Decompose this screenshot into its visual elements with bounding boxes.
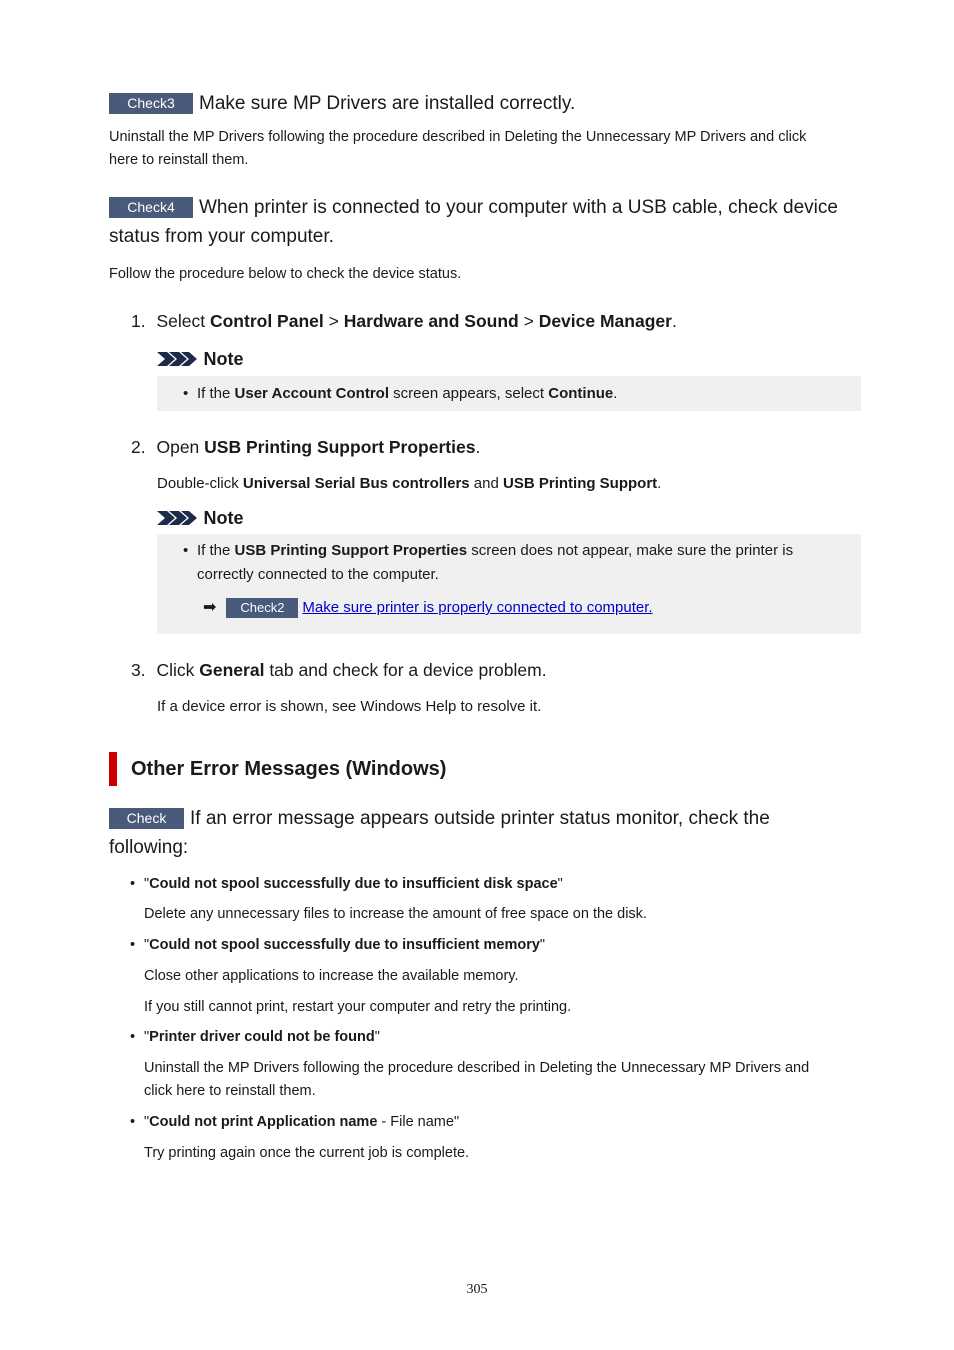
check3-body-line1: Uninstall the MP Drivers following the procedure described in Deleting the Unnecessary MP Drivers and click (109, 129, 807, 145)
separator: > (518, 311, 539, 331)
note-text: If the (197, 385, 235, 402)
device-manager-label: Device Manager (538, 311, 672, 331)
note-title: Note (203, 349, 244, 369)
error-title-suffix: - File name (377, 1114, 454, 1130)
check4-heading-line1: When printer is connected to your computer with a USB cable, check device (199, 197, 838, 218)
error-line: Close other applications to increase the available memory. (144, 968, 519, 984)
section-accent-bar (109, 752, 117, 786)
note-2-text (183, 539, 853, 587)
error-title: Printer driver could not be found (149, 1029, 375, 1045)
step-text: Open (156, 437, 205, 457)
error-item-2: • "Could not spool successfully due to insufficient memory" Close other applications to increase the available memory. If you still cannot print, restart your computer and retry the printing. (130, 934, 860, 1018)
check2-badge: Check2 (226, 598, 298, 618)
note-title: Note (203, 508, 244, 528)
check2-link[interactable]: Make sure printer is properly connected to computer. (302, 599, 653, 616)
control-panel-label: Control Panel (209, 311, 324, 331)
error-item-4: • "Could not print Application name - File name" Try printing again once the current job is complete. (130, 1111, 860, 1164)
bullet-icon: • (130, 1114, 136, 1130)
note-arrows-icon (157, 348, 197, 370)
check-badge: Check (109, 808, 184, 829)
step-1 (131, 309, 861, 333)
step-text: Select (156, 311, 210, 331)
usb-props-label: USB Printing Support Properties (234, 542, 468, 559)
general-tab-label: General (199, 660, 265, 680)
note-text: screen appears, select (388, 385, 549, 402)
check3-badge: Check3 (109, 93, 193, 114)
check3-heading (109, 89, 869, 118)
step-text: . (671, 311, 677, 331)
note-text: If the (197, 542, 235, 559)
note-1-header (157, 347, 243, 371)
note-1-text (183, 382, 617, 405)
error-item-3: • "Printer driver could not be found" Uninstall the MP Drivers following the procedure described in Deleting the Unnecessary MP Drivers and click here to reinstall them. (130, 1026, 860, 1103)
error-title: Could not spool successfully due to insufficient disk space (149, 876, 558, 892)
check4-heading (109, 193, 869, 251)
error-title: Could not spool successfully due to insufficient memory (149, 937, 540, 953)
sub-text: and (469, 475, 504, 492)
right-arrow-icon: ➡ (203, 599, 217, 616)
note-1-box (157, 376, 861, 411)
check3-block (109, 89, 869, 172)
section-heading-line1: If an error message appears outside printer status monitor, check the (190, 808, 770, 829)
error-line: Try printing again once the current job is complete. (144, 1145, 470, 1161)
step-text: Click (156, 660, 200, 680)
error-line: If you still cannot print, restart your computer and retry the printing. (144, 999, 572, 1015)
usb-printing-support-label: USB Printing Support (503, 475, 658, 492)
step-text: . (475, 437, 481, 457)
step-number: 1. (131, 311, 146, 331)
note-2-header (157, 506, 243, 530)
step-text: tab and check for a device problem. (264, 660, 547, 680)
continue-label: Continue (548, 385, 614, 402)
error-item-1: • "Could not spool successfully due to insufficient disk space" Delete any unnecessary files to increase the amount of free space on the disk. (130, 873, 860, 925)
bullet-icon: • (183, 542, 189, 559)
note-text: . (613, 385, 618, 402)
hardware-and-sound-label: Hardware and Sound (343, 311, 519, 331)
check3-heading-text: Make sure MP Drivers are installed correctly. (199, 93, 576, 114)
bullet-icon: • (183, 385, 189, 402)
step-2-sub (157, 472, 861, 495)
step-3-sub: If a device error is shown, see Windows Help to resolve it. (157, 698, 542, 715)
sub-text: Double-click (157, 475, 243, 492)
sub-text: . (657, 475, 662, 492)
bullet-icon: • (130, 1029, 136, 1045)
page-number: 305 (466, 1282, 488, 1297)
bullet-icon: • (130, 937, 136, 953)
step-2 (131, 435, 861, 459)
section-check-heading (109, 804, 869, 862)
step-number: 2. (131, 437, 146, 457)
separator: > (323, 311, 344, 331)
check4-badge: Check4 (109, 197, 193, 218)
note-arrows-icon (157, 507, 197, 529)
usb-controllers-label: Universal Serial Bus controllers (242, 475, 470, 492)
check3-body-line2: here to reinstall them. (109, 152, 249, 168)
check2-link-row[interactable] (203, 597, 653, 618)
section-title: Other Error Messages (Windows) (131, 758, 447, 780)
error-line: Delete any unnecessary files to increase the amount of free space on the disk. (144, 906, 647, 922)
step-number: 3. (131, 660, 146, 680)
usb-props-label: USB Printing Support Properties (204, 437, 476, 457)
bullet-icon: • (130, 876, 136, 892)
step-3 (131, 658, 861, 682)
check4-heading-line2: status from your computer. (109, 226, 334, 247)
note-text: screen does not appear, make sure the printer is (467, 542, 794, 559)
error-line: click here to reinstall them. (144, 1083, 316, 1099)
check3-body (109, 126, 869, 172)
note-text: correctly connected to the computer. (197, 566, 439, 583)
check4-block (109, 193, 869, 286)
error-line: Uninstall the MP Drivers following the procedure described in Deleting the Unnecessary MP Drivers and (144, 1060, 810, 1076)
note-2-box (157, 534, 861, 634)
check4-body: Follow the procedure below to check the device status. (109, 266, 462, 282)
error-title: Could not print Application name (149, 1114, 378, 1130)
section-heading-line2: following: (109, 837, 189, 858)
uac-label: User Account Control (234, 385, 389, 402)
